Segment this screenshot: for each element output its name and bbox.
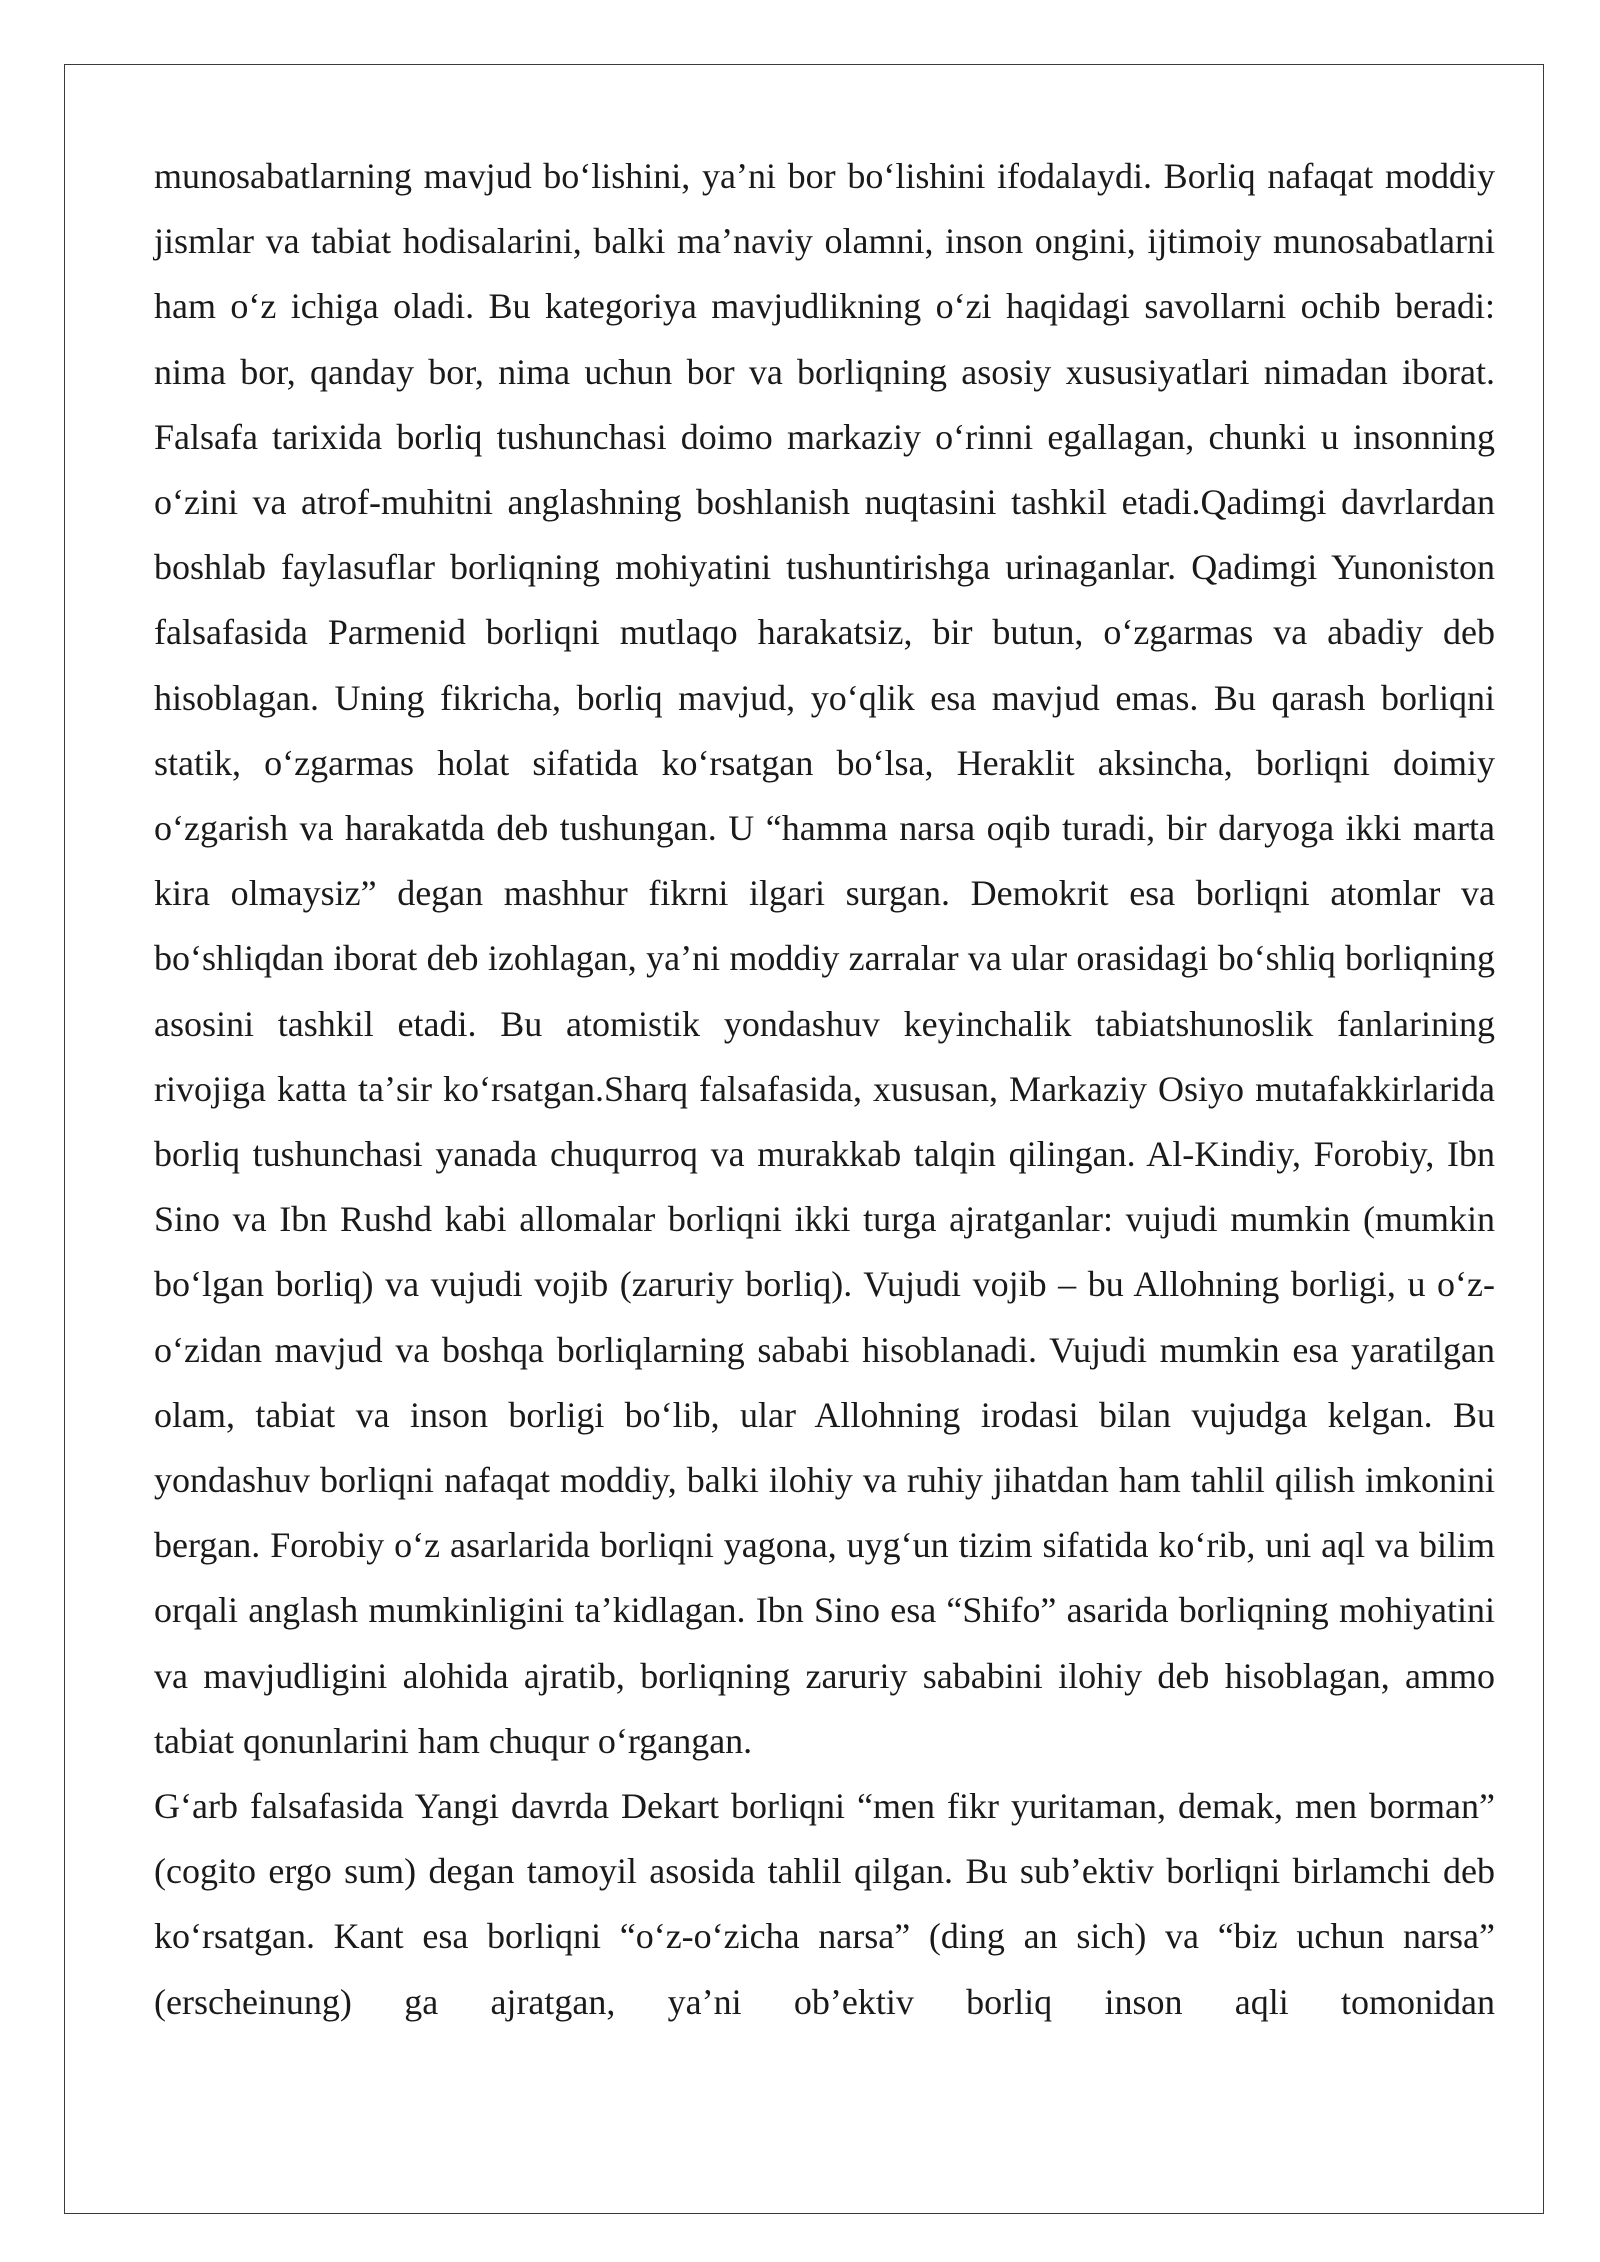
document-body [154,144,1495,2100]
paragraph-western-philosophy: Gʻarb falsafasida Yangi davrda Dekart borliqni “men fikr yuritaman, demak, men borman” (cogito ergo sum) degan tamoyil asosida tahlil qilgan. Bu subʼektiv borliqni birlamchi deb koʻrsatgan. Kant esa borliqni “oʻz-oʻzicha narsa” (ding an sich) va “biz uchun narsa” (erscheinung) ga ajratgan, yaʼni obʼektiv borliq inson aqli tomonidan [154,1786,1495,2022]
paragraph-borliq-history: munosabatlarning mavjud boʻlishini, yaʼni bor boʻlishini ifodalaydi. Borliq nafaqat moddiy jismlar va tabiat hodisalarini, balki maʼnaviy olamni, inson ongini, ijtimoiy munosabatlarni ham oʻz ichiga oladi. Bu kategoriya mavjudlikning oʻzi haqidagi savollarni ochib beradi: nima bor, qanday bor, nima uchun bor va borliqning asosiy xususiyatlari nimadan iborat. Falsafa tarixida borliq tushunchasi doimo markaziy oʻrinni egallagan, chunki u insonning oʻzini va atrof-muhitni anglashning boshlanish nuqtasini tashkil etadi.Qadimgi davrlardan boshlab faylasuflar borliqning mohiyatini tushuntirishga urinaganlar. Qadimgi Yunoniston falsafasida Parmenid borliqni mutlaqo harakatsiz, bir butun, oʻzgarmas va abadiy deb hisoblagan. Uning fikricha, borliq mavjud, yoʻqlik esa mavjud emas. Bu qarash borliqni statik, oʻzgarmas holat sifatida koʻrsatgan boʻlsa, Heraklit aksincha, borliqni doimiy oʻzgarish va harakatda deb tushungan. U “hamma narsa oqib turadi, bir daryoga ikki marta kira olmaysiz” degan mashhur fikrni ilgari surgan. Demokrit esa borliqni atomlar va boʻshliqdan iborat deb izohlagan, yaʼni moddiy zarralar va ular orasidagi boʻshliq borliqning asosini tashkil etadi. Bu atomistik yondashuv keyinchalik tabiatshunoslik fanlarining rivojiga katta taʼsir koʻrsatgan.Sharq falsafasida, xususan, Markaziy Osiyo mutafakkirlarida borliq tushunchasi yanada chuqurroq va murakkab talqin qilingan. Al-Kindiy, Forobiy, Ibn Sino va Ibn Rushd kabi allomalar borliqni ikki turga ajratganlar: vujudi mumkin (mumkin boʻlgan borliq) va vujudi vojib (zaruriy borliq). Vujudi vojib – bu Allohning borligi, u oʻz-oʻzidan mavjud va boshqa borliqlarning sababi hisoblanadi. Vujudi mumkin esa yaratilgan olam, tabiat va inson borligi boʻlib, ular Allohning irodasi bilan vujudga kelgan. Bu yondashuv borliqni nafaqat moddiy, balki ilohiy va ruhiy jihatdan ham tahlil qilish imkonini bergan. Forobiy oʻz asarlarida borliqni yagona, uygʻun tizim sifatida koʻrib, uni aql va bilim orqali anglash mumkinligini taʼkidlagan. Ibn Sino esa “Shifo” asarida borliqning mohiyatini va mavjudligini alohida ajratib, borliqning zaruriy sababini ilohiy deb hisoblagan, ammo tabiat qonunlarini ham chuqur oʻrgangan. [154,156,1495,1761]
